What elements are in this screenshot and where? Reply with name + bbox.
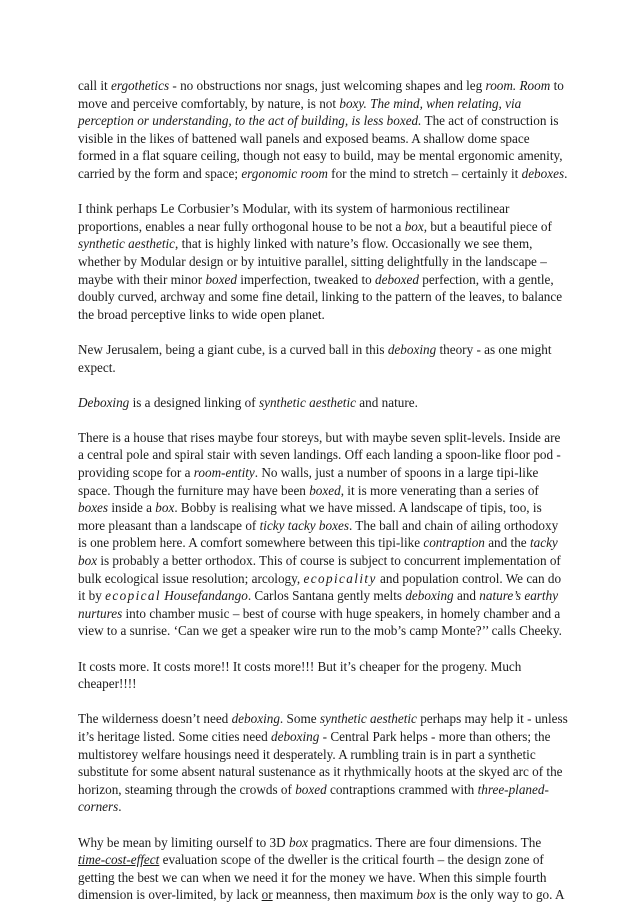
- text-run: I think perhaps Le Corbusier’s Modular, with its system of harmonious rectilinear proportions, enables a near fully orthogonal house to be not a: [78, 201, 510, 234]
- text-run: evaluation scope of the dweller is the critical fourth – the design zone of getting the best we can when we need it for the money we have. When this simple fourth dimension is over-limited, by lack: [78, 852, 547, 903]
- text-run: The act of construction is visible in the likes of battened wall panels and exposed beams. A shallow dome space formed in a flat square ceiling, though not easy to build, may be mental ergonomic amenity, carried by the form and space;: [78, 113, 563, 181]
- emphasis-text: room-entity: [193, 465, 255, 481]
- emphasis-text: boxes: [78, 500, 109, 516]
- emphasis-text: deboxing: [271, 728, 320, 744]
- text-run: perfection, with a gentle, doubly curved, archway and some fine detail, linking to the pattern of the leaves, to balance the broad perceptive links to wide open planet.: [78, 271, 563, 322]
- text-run: imperfection, tweaked to: [236, 271, 376, 287]
- emphasis-text: contraption: [423, 535, 485, 551]
- paragraph: [78, 710, 568, 816]
- emphasis-text: box: [404, 218, 424, 234]
- emphasis-text: or: [261, 887, 273, 903]
- text-run: New Jerusalem, being a giant cube, is a curved ball in this: [78, 341, 388, 357]
- text-run: into chamber music – best of course with huge speakers, in homely chamber and a view to a sunrise. ‘Can we get a speaker wire run to the mob’s camp Monte?’’ calls Cheeky.: [78, 605, 562, 639]
- emphasis-text: tacky box: [78, 535, 558, 569]
- text-run: - Central Park helps - more than others; the multistorey welfare housings need it desperately. A rumbling train is in part a synthetic substitute for some absent natural sustenance as it rhythmically hoots at the skyed arc of the horizon, steaming through the crowds of: [78, 728, 563, 797]
- emphasis-text: three-planed-corners: [78, 781, 549, 815]
- emphasis-text: time-cost-effect: [78, 852, 160, 868]
- text-run: to move and perceive comfortably, by nature, is not: [78, 78, 564, 111]
- emphasis-text: box: [155, 500, 175, 516]
- emphasis-text: Deboxing: [78, 394, 130, 410]
- emphasis-text: ergonomic room: [241, 165, 328, 181]
- paragraph: [78, 394, 568, 412]
- text-run: and nature.: [356, 394, 418, 410]
- text-run: theory - as one might expect.: [78, 341, 552, 375]
- emphasis-text: deboxed: [375, 271, 419, 287]
- emphasis-text: synthetic aesthetic: [319, 711, 417, 727]
- text-run: .: [564, 165, 568, 181]
- emphasis-text: box: [288, 834, 309, 850]
- emphasis-text: deboxing: [387, 341, 437, 357]
- text-run: and: [453, 588, 480, 604]
- emphasis-text: The mind, when relating, via perception or understanding, to the act of building, is less boxed.: [78, 95, 522, 129]
- text-run: call it: [78, 78, 111, 93]
- text-run: , that is highly linked with nature’s flow. Occasionally we see them, whether by Modular design or by intuitive parallel, sitting delightfully in the landscape – maybe with their minor: [78, 236, 547, 287]
- paragraph: [78, 341, 568, 376]
- paragraph: [78, 834, 568, 904]
- text-run: is the only way to go. A: [435, 887, 565, 903]
- text-run: . No walls, just a number of spoons in a large tipi-like space. Though the furniture may have been: [78, 465, 539, 498]
- text-run: inside a: [108, 500, 156, 516]
- text-run: . The ball and chain of ailing orthodoxy is one problem here. A comfort somewhere between this tipi-like: [78, 517, 559, 551]
- paragraph: [78, 658, 568, 693]
- text-run: - no obstructions nor snags, just welcoming shapes and leg: [169, 78, 486, 93]
- emphasis-text: room.: [485, 78, 517, 93]
- emphasis-text: boxed: [309, 482, 341, 498]
- text-run: . Some: [279, 711, 320, 727]
- text-run: , it is more venerating than a series of: [340, 482, 539, 498]
- emphasis-text: Housefandango: [164, 588, 248, 604]
- text-run: Why be mean by limiting ourself to 3D: [78, 834, 289, 850]
- text-run: The wilderness doesn’t need: [78, 711, 232, 727]
- text-run: for the mind to stretch – certainly it: [327, 165, 522, 181]
- text-run: contraptions crammed with: [326, 781, 478, 797]
- emphasis-text: deboxes: [521, 165, 565, 181]
- emphasis-text: ergothetics: [110, 78, 170, 93]
- text-run: meanness, then maximum: [272, 887, 417, 903]
- emphasis-text: ticky tacky boxes: [259, 517, 349, 533]
- paragraph: [78, 77, 568, 183]
- text-run: It costs more. It costs more!! It costs more!!! But it’s cheaper for the progeny. Much cheaper!!!!: [78, 658, 522, 692]
- emphasis-text: deboxing: [405, 588, 454, 604]
- text-run: and population control. We can do it by: [78, 570, 562, 604]
- text-run: .: [118, 799, 122, 815]
- text-run: is probably a better orthodox. This of course is subject to concurrent implementation of bulk ecological issue resolution; arcology,: [78, 553, 561, 586]
- emphasis-text: boxed: [205, 271, 237, 287]
- emphasis-text: Room: [519, 78, 551, 93]
- text-run: . Carlos Santana gently melts: [247, 588, 406, 604]
- emphasis-text: ecopicality: [303, 570, 377, 586]
- paragraph: [78, 429, 568, 640]
- text-run: , but a beautiful piece of: [423, 218, 552, 234]
- text-run: perhaps may help it - unless it’s heritage listed. Some cities need: [78, 711, 568, 744]
- emphasis-text: box: [416, 887, 436, 903]
- text-run: and the: [484, 535, 530, 551]
- emphasis-text: synthetic aesthetic: [78, 236, 176, 252]
- emphasis-text: ecopical: [105, 588, 161, 604]
- emphasis-text: boxy.: [339, 95, 367, 111]
- text-run: pragmatics. There are four dimensions. The: [308, 834, 542, 850]
- paragraph: [78, 200, 568, 323]
- text-run: is a designed linking of: [129, 394, 259, 410]
- emphasis-text: nature’s earthy nurtures: [78, 588, 559, 621]
- emphasis-text: synthetic aesthetic: [258, 394, 356, 410]
- text-run: There is a house that rises maybe four storeys, but with maybe seven split-levels. Inside are a central pole and spiral stair with seven landings. Off each landing a spoon-like floor pod - providing scope for a: [78, 429, 561, 481]
- emphasis-text: deboxing: [231, 711, 280, 727]
- text-run: . Bobby is realising what we have missed. A landscape of tipis, too, is more pleasant than a landscape of: [78, 500, 542, 533]
- emphasis-text: boxed: [295, 781, 327, 797]
